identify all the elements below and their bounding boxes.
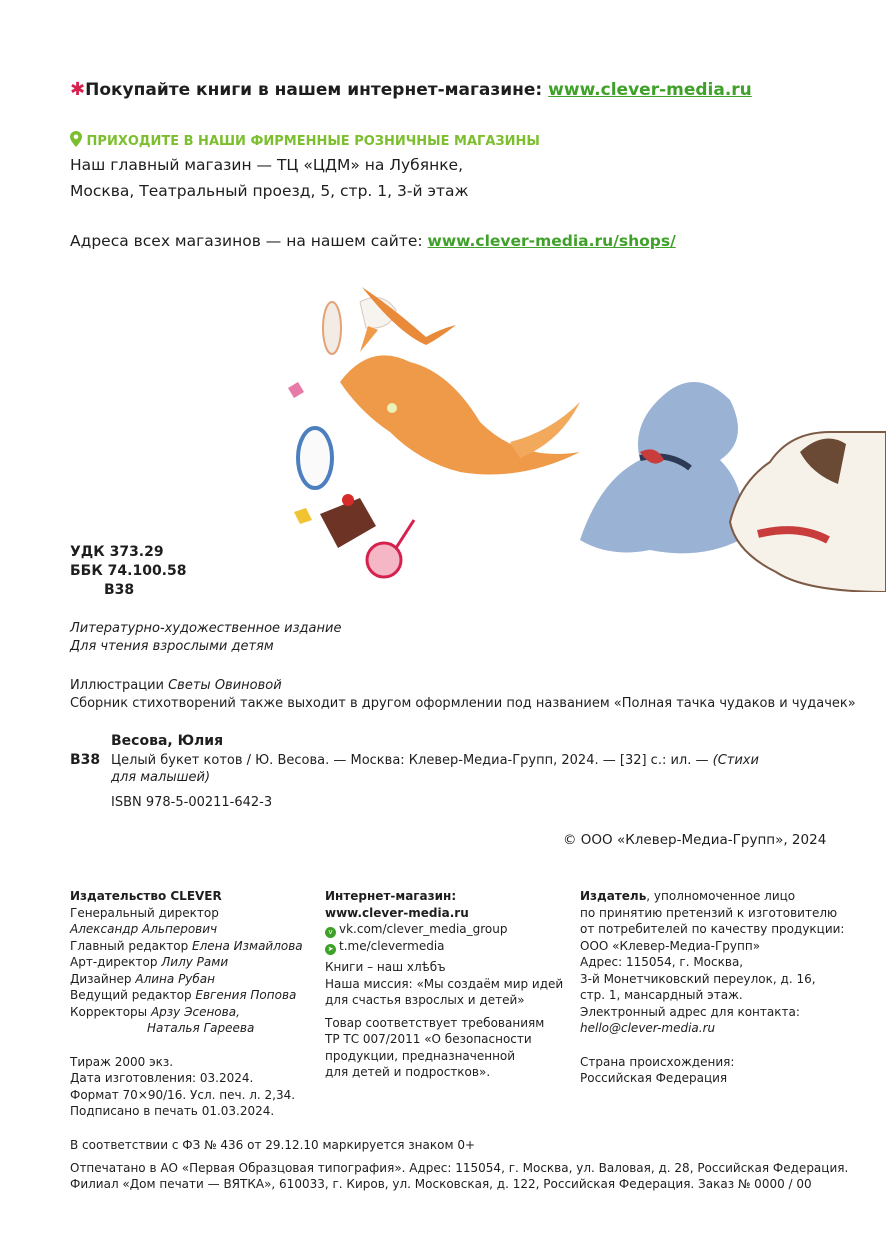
shop-url[interactable]: www.clever-media.ru [325, 905, 469, 920]
candy-yellow [294, 508, 312, 524]
mission-1: Наша миссия: «Мы создаём мир идей [325, 976, 564, 991]
designer-label: Дизайнер [70, 971, 136, 986]
proofreader-1: Арзу Эсенова, [150, 1004, 240, 1019]
tr-line-3: продукции, предназначенной [325, 1048, 516, 1063]
candy-pink [288, 382, 304, 398]
contact-email[interactable]: hello@clever-media.ru [580, 1021, 716, 1035]
publisher-line [580, 888, 870, 905]
shops-link[interactable]: www.clever-media.ru/shops/ [427, 232, 676, 250]
proofreader-2: Наталья Гареева [147, 1021, 255, 1035]
printed-by: Отпечатано в АО «Первая Образцовая типография». Адрес: 115054, г. Москва, ул. Валовая, д. 28, Российская Федерация. [70, 1161, 849, 1175]
main-store-line1: Наш главный магазин — ТЦ «ЦДМ» на Лубянке, [70, 156, 464, 174]
col3-line-2: по принятию претензий к изготовителю [580, 905, 838, 920]
cherry [342, 494, 354, 506]
origin-country: Российская Федерация [580, 1071, 728, 1085]
format: Формат 70×90/16. Усл. печ. л. 2,34. [70, 1087, 296, 1102]
illustrations-prefix: Иллюстрации [70, 678, 169, 693]
isbn: ISBN 978-5-00211-642-3 [111, 795, 273, 810]
col3-line-7: стр. 1, мансардный этаж. [580, 988, 743, 1002]
origin-label: Страна происхождения: [580, 1054, 735, 1069]
catalog-mark: В38 [70, 752, 101, 768]
vk-link[interactable]: vk.com/clever_media_group [339, 922, 508, 936]
cat-body [340, 355, 580, 474]
lollipop [367, 543, 401, 577]
shop-link[interactable]: www.clever-media.ru [548, 80, 752, 100]
shop-label: Интернет-магазин: [325, 889, 457, 903]
grey-dog [580, 382, 743, 553]
catalog-author: Весова, Юлия [111, 733, 224, 749]
telegram-icon: ➤ [325, 944, 336, 955]
main-store-line2: Москва, Театральный проезд, 5, стр. 1, 3-й этаж [70, 182, 469, 200]
edition-audience: Для чтения взрослыми детям [70, 639, 274, 654]
art-director-name: Лилу Рами [161, 955, 229, 969]
col3-line-8: Электронный адрес для контакта: [580, 1004, 800, 1019]
alt-edition: Сборник стихотворений также выходит в другом оформлении под названием «Полная тачка чудаков и чудачек» [70, 696, 856, 711]
gen-dir-name: Александр Альперович [70, 922, 218, 936]
cat-tail [510, 402, 580, 458]
slogan: Книги – наш хлѣбъ [325, 960, 446, 974]
illustration-cat-and-dogs [280, 272, 886, 592]
cat-paw [360, 326, 378, 352]
col3-line-5: Адрес: 115054, г. Москва, [580, 955, 744, 969]
vk-line[interactable] [325, 921, 565, 938]
vk-icon: v [325, 927, 336, 938]
udk-code: УДК 373.29 [70, 544, 164, 560]
plate [298, 428, 332, 488]
col3-line-3: от потребителей по качеству продукции: [580, 922, 845, 936]
branch-info: Филиал «Дом печати — ВЯТКА», 610033, г. Киров, ул. Московская, д. 122, Российская Федерация. Заказ № 0000 / 00 [70, 1177, 812, 1191]
lead-editor-label: Ведущий редактор [70, 988, 196, 1002]
clover-icon: ✱ [70, 79, 86, 100]
art-director [70, 954, 310, 971]
art-director-label: Арт-директор [70, 955, 162, 969]
tg-link[interactable]: t.me/clevermedia [339, 939, 445, 953]
bbk-code: ББК 74.100.58 [70, 563, 187, 579]
all-stores-line [70, 232, 676, 250]
illustrations-line [70, 678, 282, 693]
catalog-description [111, 752, 771, 786]
proofreaders [70, 1004, 310, 1021]
edition-type: Литературно-художественное издание [70, 621, 342, 636]
publisher-label: Издатель [580, 889, 647, 903]
tr-line-2: ТР ТС 007/2011 «О безопасности [325, 1032, 532, 1046]
made-date: Дата изготовления: 03.2024. [70, 1071, 254, 1085]
tr-line-4: для детей и подростков». [325, 1065, 491, 1079]
age-mark-note: В соответствии с ФЗ № 436 от 29.12.10 маркируется знаком 0+ [70, 1138, 476, 1152]
designer [70, 971, 310, 988]
publisher-name: Издательство CLEVER [70, 889, 222, 903]
chief-editor [70, 938, 310, 955]
tr-line-1: Товар соответствует требованиям [325, 1015, 545, 1030]
print-run: Тираж 2000 экз. [70, 1054, 174, 1069]
designer-name: Алина Рубан [135, 971, 216, 986]
lead-editor [70, 987, 310, 1004]
publisher-rest: , уполномоченное лицо [646, 889, 796, 903]
tg-line[interactable] [325, 938, 565, 955]
copyright: © ООО «Клевер-Медиа-Групп», 2024 [563, 832, 827, 848]
signed-date: Подписано в печать 01.03.2024. [70, 1104, 275, 1118]
chief-editor-label: Главный редактор [70, 938, 193, 953]
buy-text: Покупайте книги в нашем интернет-магазине: [85, 80, 549, 100]
author-mark: В38 [104, 582, 135, 598]
gen-dir-label: Генеральный директор [70, 905, 219, 920]
location-pin-icon [70, 131, 82, 147]
col3-line-6: 3-й Монетчиковский переулок, д. 16, [580, 971, 816, 986]
imprint-column-2 [325, 888, 565, 1081]
mission-2: для счастья взрослых и детей» [325, 993, 525, 1007]
saucer [323, 302, 341, 354]
buy-line [70, 79, 752, 100]
illustrator-name: Светы Овиновой [168, 678, 282, 693]
lead-editor-name: Евгения Попова [195, 988, 297, 1002]
catalog-desc-text: Целый букет котов / Ю. Весова. — Москва: Клевер-Медиа-Групп, 2024. — [32] с.: ил. — [111, 753, 713, 768]
imprint-column-1 [70, 888, 310, 1120]
catalog-series: (Стихи для малышей) [111, 753, 759, 785]
col3-line-4: ООО «Клевер-Медиа-Групп» [580, 938, 761, 953]
stores-heading [70, 131, 540, 149]
stores-heading-text: ПРИХОДИТЕ В НАШИ ФИРМЕННЫЕ РОЗНИЧНЫЕ МАГАЗИНЫ [86, 134, 540, 149]
imprint-column-3 [580, 888, 870, 1087]
all-stores-text: Адреса всех магазинов — на нашем сайте: [70, 232, 428, 250]
chief-editor-name: Елена Измайлова [192, 938, 303, 953]
proofreaders-label: Корректоры [70, 1004, 151, 1019]
